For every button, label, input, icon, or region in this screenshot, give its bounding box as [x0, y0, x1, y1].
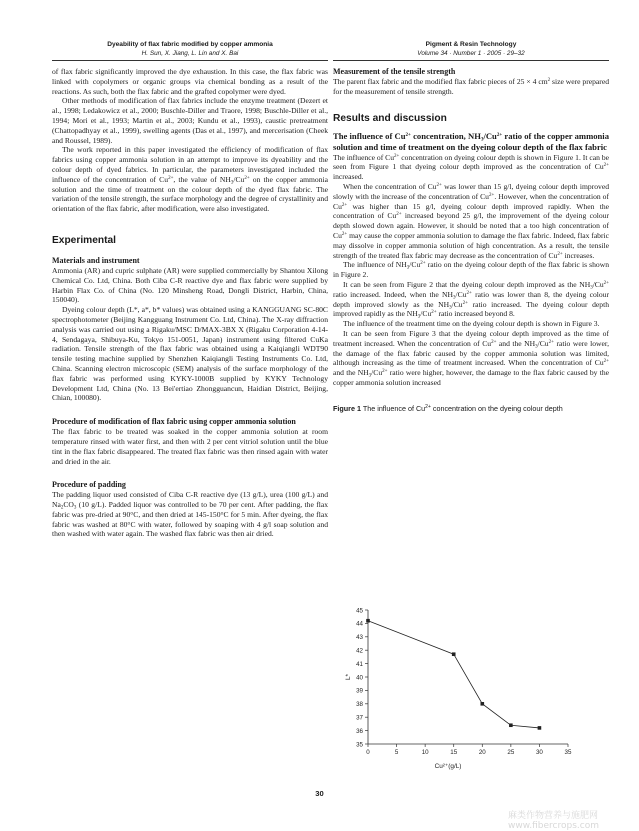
figure-1-chart [340, 604, 580, 774]
paragraph: The work reported in this paper investigated the efficiency of modification of flax fabrics using copper ammonia solution in an attempt to improve its dyeability and the colour depth of dyed fabrics. In particular, the parameters investigated included the influence of the concentration of $Cu^{2+}$, the value of $NH_3/Cu^{2+}$ on the copper ammonia solution and the time of treatment on the colour depth of the dyed flax fabric. The variation of the tensile strength, the surface morphology and the degree of crystallinity and orientation of the flax fabric, after modification, were also investigated. [52, 145, 329, 214]
section-heading-experimental: Experimental [52, 234, 116, 246]
subsection-heading-materials: Materials and instrument [52, 255, 140, 265]
y-tick-label: 40 [356, 674, 363, 682]
watermark: 麻类作物营养与施肥网 www.fibercrops.com [508, 811, 599, 831]
journal-issue: Volume 34 · Number 1 · 2005 · 29–32 [417, 50, 525, 57]
paragraph: The padding liquor used consisted of Ciba C-R reactive dye (13 g/L), urea (100 g/L) and $Na_2CO_3$ (10 g/L). Padded liquor was controlled to be 70 per cent. After padding, the flax fabric was pre-dried at 90°C, and then dried at 145-150°C for 5 min. After dyeing, the flax fabric was washed at 80°C with water, followed by soaping with 4 g/l soap solution and then washed with water again. The washed flax fabric was then air dried. [52, 490, 328, 539]
x-tick-label: 30 [535, 749, 543, 756]
paragraph: The parent flax fabric and the modified flax fabric pieces of 25 × 4 $cm^2$ size were prepared for the measurement of tensile strength. [333, 77, 609, 96]
y-tick-label: 39 [356, 687, 363, 695]
paragraph: It can be seen from Figure 2 that the dyeing colour depth improved as the $NH_3/Cu^{2+}$ ratio increased. Indeed, when the $NH_3/Cu^{2+}$ ratio was lower than 8, the dyeing colour depth improved slowly as the $NH_3/Cu^{2+}$ ratio increased. The dyeing colour depth improved rapidly as the $NH_3/Cu^{2+}$ ratio increased beyond 8. [333, 279, 610, 320]
running-header-right [333, 40, 609, 61]
data-point [538, 726, 542, 730]
running-header-left [52, 40, 328, 61]
paragraph: The influence of the treatment time on the dyeing colour depth is shown in Figure 3. [343, 319, 600, 329]
x-tick-label: 0 [366, 749, 370, 756]
y-tick-label: 35 [356, 741, 363, 749]
running-title: Dyeability of flax fabric modified by copper ammonia [107, 41, 273, 48]
y-tick-label: 42 [356, 647, 363, 655]
line-chart [340, 604, 580, 774]
series-line [368, 621, 539, 728]
paragraph: It can be seen from Figure 3 that the dyeing colour depth improved as the time of treatment increased. When the concentration of $Cu^{2+}$ and the $NH_3/Cu^{2+}$ ratio were lower, the damage of the flax fabric caused by the copper ammonia solution was limited, although increasing as the time of treatment increased. When the concentration of $Cu^{2+}$ and the $NH_3/Cu^{2+}$ ratio were higher, however, the damage to the flax fabric caused by the copper ammonia solution increased [333, 328, 610, 387]
section-heading-results: Results and discussion [333, 112, 447, 124]
y-tick-label: 44 [356, 620, 363, 628]
paragraph: Dyeing colour depth (L*, a*, b* values) was obtained using a KANGGUANG SC-80C spectrophotometer (Beijing Kangguang Instrument Co. Ltd, China). The X-ray diffraction analysis was carried out using a Rigaku/MSC D/MAX-3BX X (Rigaku Corporation 4-14-4, Sendagaya, Shibuya-Ku, Tokyo 151-0051, Japan) instrument using filtered CuKa radiation. Tensile strength of the flax fabric was obtained using a Kaiqiangli WDT90 tensile testing machine supplied by Shenzhen Kaiqiangli Testing Instruments Co. Ltd, China. Scanning electron microscopic (SEM) analysis of the surface morphology of the flax fabric was performed using KYKY-1000B supplied by KYKY Technology Development Ltd, China (No. 13 Bei'ertiao Zhongguancun, Haidian District, Beijing, Chian, 100080). [52, 305, 328, 403]
figure-caption: Figure 1 The influence of $Cu^{2+}$ concentration on the dyeing colour depth [333, 403, 563, 413]
subsection-heading-procedure: Procedure of modification of flax fabric using copper ammonia solution [52, 417, 296, 427]
y-tick-label: 37 [356, 714, 363, 722]
paragraph: Ammonia (AR) and cupric sulphate (AR) were supplied commercially by Shantou Xilong Chemical Co. Ltd, China. Both Ciba C-R reactive dye and flax fabric were supplied by Harbin Flax Co. of China (No. 120 Minsheng Road, Dongli District, Harbin, China, 150040). [52, 265, 328, 305]
x-tick-label: 20 [478, 749, 486, 756]
data-point [452, 652, 456, 656]
paragraph: The influence of $NH_3/Cu^{2+}$ ratio on the dyeing colour depth of the flax fabric is shown in Figure 2. [333, 260, 610, 280]
x-tick-label: 5 [394, 749, 399, 756]
x-tick-label: 25 [507, 749, 515, 756]
subsection-heading-tensile: Measurement of the tensile strength [333, 67, 456, 76]
paragraph: of flax fabric significantly improved the dye exhaustion. In this case, the flax fabric was linked with copolymers or organic groups via chemical bonding as a result of the reactions. As such, both the flax fabric and the grafted copolymer were dyed. [52, 67, 328, 96]
paragraph: Other methods of modification of flax fabrics include the enzyme treatment (Dezert et al., 1998; Ledakowicz et al., 2000; Buschle-Diller and Traore, 1998; Buschle-Diller et al., 1994; Mori et al., 1993; Martin et al., 2003; Kundu et al., 1993), caustic pretreatment (Chattopadhyay et al., 1999), swelling agents (Das et al., 1997), and mercerisation (Cheek and Roussel, 1989). [52, 96, 328, 145]
header-rule [52, 60, 328, 61]
y-tick-label: 38 [356, 701, 363, 709]
data-point [509, 723, 513, 727]
data-point [480, 702, 484, 706]
y-tick-label: 45 [356, 607, 363, 615]
header-rule [333, 60, 609, 61]
left-body [52, 67, 328, 539]
paragraph: When the concentration of $Cu^{2+}$ was lower than 15 g/l, dyeing colour depth improved slowly with the increase of the concentration of $Cu^{2+}$. However, when the concentration of $Cu^{2+}$ was higher than 15 g/l, dyeing colour depth improved rapidly. When the concentration of $Cu^{2+}$ increased beyond 25 g/l, the improvement of the dyeing colour depth slowed down again. However, it should be noted that a too high concentration of $Cu^{2+}$ may cause the copper ammonia solution to damage the flax fabric. Indeed, flax fabric may dissolve in copper ammonia solution of high concentration. As a result, the tensile strength of the treated flax fabric may decrease as the concentration of $Cu^{2+}$ increases. [333, 181, 609, 260]
figure-label: Figure 1 [333, 403, 361, 413]
page-number: 30 [315, 789, 324, 798]
y-tick-label: 43 [356, 634, 363, 642]
right-column [333, 0, 609, 413]
running-authors: H. Sun, X. Jiang, L. Lin and X. Bai [141, 50, 239, 57]
data-point [366, 619, 370, 623]
subsection-heading-influence: The influence of $Cu^{2+}$ concentration, $NH_3/Cu^{2+}$ ratio of the copper ammonia solution and time of treatment on the dyeing colour depth of the flax fabric [333, 130, 609, 152]
y-tick-label: 36 [356, 727, 363, 735]
journal-title: Pigment & Resin Technology [425, 41, 517, 48]
right-body [333, 67, 609, 413]
x-axis-label: Cu²⁺(g/L) [434, 763, 462, 770]
y-axis-label: L* [345, 673, 352, 681]
paragraph: The influence of $Cu^{2+}$ concentration on dyeing colour depth is shown in Figure 1. It can be seen from Figure 1 that dyeing colour depth improved as the concentration of $Cu^{2+}$ increased. [333, 152, 609, 182]
x-tick-label: 15 [450, 749, 458, 756]
left-column [52, 0, 328, 539]
y-tick-label: 41 [356, 660, 363, 668]
x-tick-label: 35 [564, 749, 572, 756]
x-tick-label: 10 [421, 749, 429, 756]
paragraph: The flax fabric to be treated was soaked in the copper ammonia solution at room temperature rinsed with water first, and then with 2 per cent vitriol solution until the blue tint in the flax fabric disappeared. The treated flax fabric was then rinsed again with water and dried in the air. [52, 427, 328, 466]
subsection-heading-padding: Procedure of padding [52, 480, 126, 490]
